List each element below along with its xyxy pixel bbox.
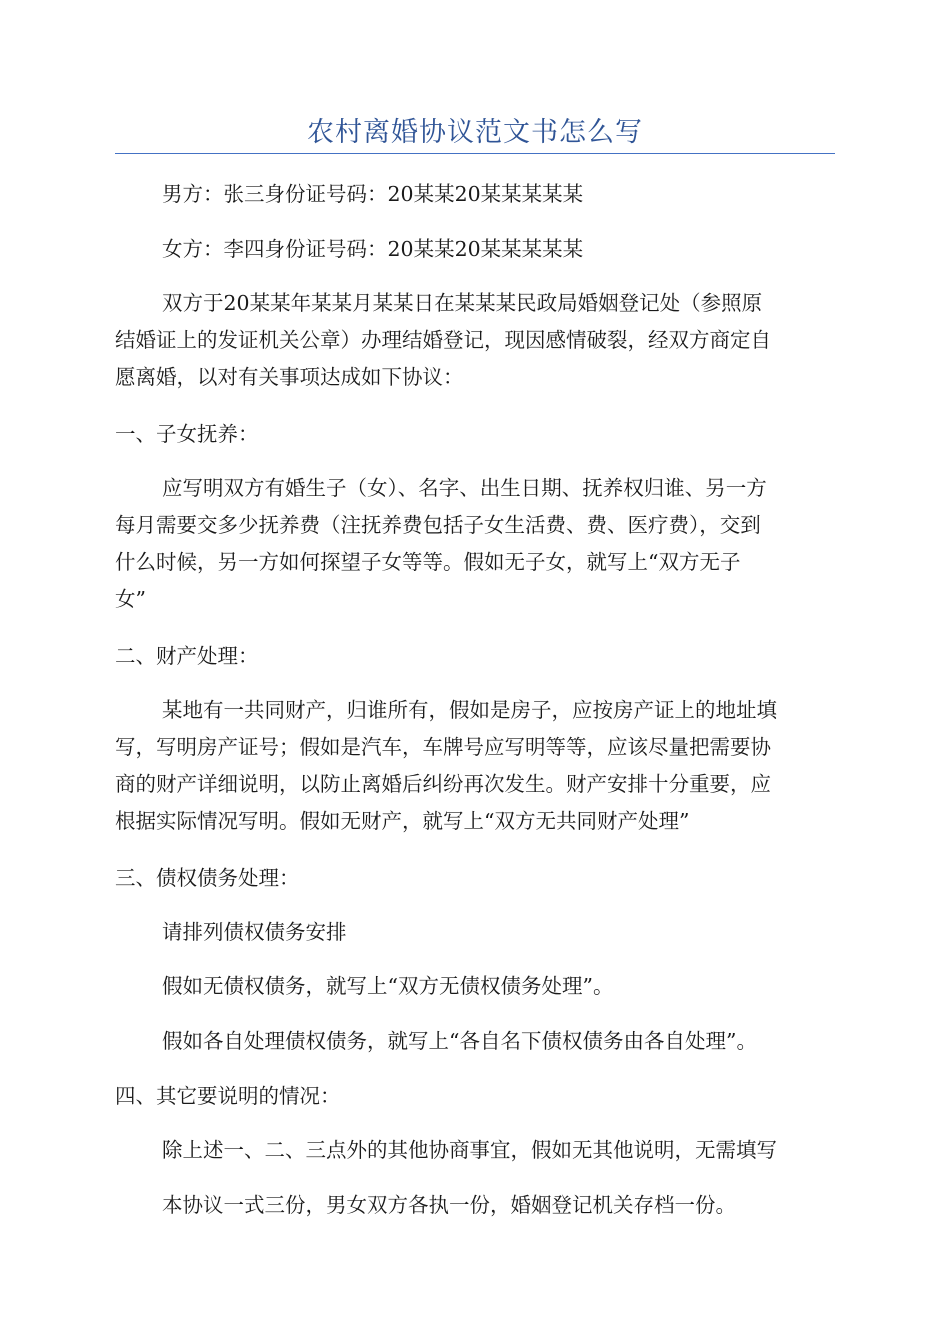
other-paragraph-line: 除上述一、二、三点外的其他协商事宜，假如无其他说明，无需填写 xyxy=(162,1138,777,1162)
husband-id-line: 男方：张三身份证号码：20某某20某某某某某 xyxy=(162,182,584,206)
section-heading-other: 四、其它要说明的情况： xyxy=(115,1084,341,1108)
property-paragraph-line: 写，写明房产证号；假如是汽车，车牌号应写明等等，应该尽量把需要协 xyxy=(115,735,771,759)
document-title: 农村离婚协议范文书怎么写 xyxy=(307,117,643,148)
property-paragraph-line: 商的财产详细说明，以防止离婚后纠纷再次发生。财产安排十分重要，应 xyxy=(115,772,771,796)
intro-paragraph-line: 双方于20某某年某某月某某日在某某某民政局婚姻登记处（参照原 xyxy=(162,291,763,315)
section-heading-property: 二、财产处理： xyxy=(115,644,259,668)
children-paragraph-line: 每月需要交多少抚养费（注抚养费包括子女生活费、费、医疗费），交到 xyxy=(115,513,761,537)
debts-paragraph-line: 假如无债权债务，就写上“双方无债权债务处理”。 xyxy=(162,974,614,998)
children-paragraph-line: 女” xyxy=(115,587,146,611)
section-heading-children: 一、子女抚养： xyxy=(115,422,259,446)
copies-paragraph-line: 本协议一式三份，男女双方各执一份，婚姻登记机关存档一份。 xyxy=(162,1193,736,1217)
debts-paragraph-line: 假如各自处理债权债务，就写上“各自名下债权债务由各自处理”。 xyxy=(162,1029,757,1053)
property-paragraph-line: 根据实际情况写明。假如无财产，就写上“双方无共同财产处理” xyxy=(115,809,690,833)
debts-paragraph-line: 请排列债权债务安排 xyxy=(162,920,347,944)
children-paragraph-line: 应写明双方有婚生子（女）、名字、出生日期、抚养权归谁、另一方 xyxy=(162,476,767,500)
section-heading-debts: 三、债权债务处理： xyxy=(115,866,300,890)
wife-id-line: 女方：李四身份证号码：20某某20某某某某某 xyxy=(162,237,584,261)
intro-paragraph-line: 愿离婚，以对有关事项达成如下协议： xyxy=(115,365,464,389)
title-underline xyxy=(115,153,835,154)
intro-paragraph-line: 结婚证上的发证机关公章）办理结婚登记，现因感情破裂，经双方商定自 xyxy=(115,328,771,352)
property-paragraph-line: 某地有一共同财产，归谁所有，假如是房子，应按房产证上的地址填 xyxy=(162,698,777,722)
children-paragraph-line: 什么时候，另一方如何探望子女等等。假如无子女，就写上“双方无子 xyxy=(115,550,741,574)
